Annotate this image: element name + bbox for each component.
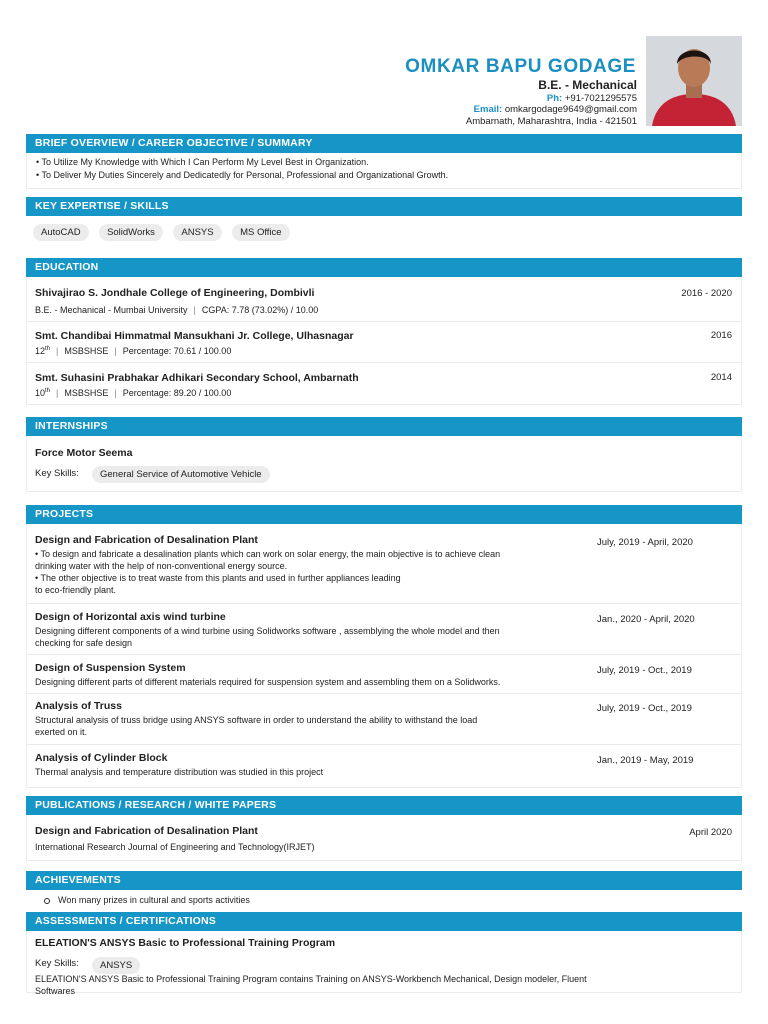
project-line: to eco-friendly plant.	[35, 585, 117, 595]
education-board: MSBSHSE	[64, 388, 109, 398]
person-portrait-icon	[646, 36, 742, 126]
section-heading-internships: INTERNSHIPS	[26, 417, 742, 436]
address: Ambarnath, Maharashtra, India - 421501	[465, 116, 637, 127]
project-line: • The other objective is to treat waste from this plants and used in further appliances leading	[35, 573, 401, 583]
skill-tag: ANSYS	[92, 957, 140, 974]
education-school: Shivajirao S. Jondhale College of Engineering, Dombivli	[35, 287, 315, 299]
project-title: Design of Horizontal axis wind turbine	[35, 611, 226, 623]
project-description	[35, 548, 500, 596]
divider	[27, 654, 741, 655]
education-detail: B.E. - Mechanical - Mumbai University | CGPA: 7.78 (73.02%) / 10.00	[35, 305, 319, 315]
section-heading-projects: PROJECTS	[26, 505, 742, 524]
project-title: Design and Fabrication of Desalination Plant	[35, 534, 258, 546]
project-line: • To design and fabricate a desalination plants which can work on solar energy, the main objective is to achieve clean	[35, 549, 501, 559]
project-line: Designing different components of a wind turbine using Solidworks software , assemblying the whole model and then	[35, 626, 500, 636]
bullet-icon	[44, 898, 50, 904]
education-score: CGPA: 7.78 (73.02%) / 10.00	[201, 305, 319, 315]
education-level-suffix: th	[45, 388, 51, 394]
skills-list	[33, 222, 296, 241]
education-date: 2016	[710, 330, 732, 341]
skill-tag: MS Office	[232, 224, 290, 241]
project-description	[35, 625, 500, 649]
overview-item: • To Utilize My Knowledge with Which I Can Perform My Level Best in Organization.	[36, 157, 369, 167]
education-board: MSBSHSE	[64, 346, 109, 356]
project-date: July, 2019 - Oct., 2019	[597, 665, 692, 676]
publication-date: April 2020	[689, 827, 732, 838]
education-school: Smt. Suhasini Prabhakar Adhikari Secondary School, Ambarnath	[35, 372, 359, 384]
skill-tag: AutoCAD	[33, 224, 89, 241]
project-description	[35, 714, 477, 738]
overview-item: • To Deliver My Duties Sincerely and Dedicatedly for Personal, Professional and Organizational Growth.	[36, 170, 449, 180]
education-score: Percentage: 70.61 / 100.00	[122, 346, 232, 356]
email-label: Email:	[473, 104, 503, 115]
internship-skills	[92, 464, 276, 483]
certification-line: Softwares	[35, 986, 76, 996]
project-line: checking for safe design	[35, 638, 133, 648]
education-level-suffix: th	[45, 346, 51, 352]
divider	[27, 744, 741, 745]
section-heading-certifications: ASSESSMENTS / CERTIFICATIONS	[26, 912, 742, 931]
section-heading-education: EDUCATION	[26, 258, 742, 277]
certification-skills	[92, 955, 146, 974]
publication-journal: International Research Journal of Engineering and Technology(IRJET)	[35, 842, 315, 852]
education-school: Smt. Chandibai Himmatmal Mansukhani Jr. College, Ulhasnagar	[35, 330, 354, 342]
certification-line: ELEATION'S ANSYS Basic to Professional Training Program contains Training on ANSYS-Workbench Mechanical, Design modeler, Fluent	[35, 974, 587, 984]
phone-number: +91-7021295575	[564, 93, 637, 104]
internship-company: Force Motor Seema	[35, 447, 133, 459]
education-date: 2016 - 2020	[681, 288, 732, 299]
section-heading-publications: PUBLICATIONS / RESEARCH / WHITE PAPERS	[26, 796, 742, 815]
project-description	[35, 676, 500, 688]
project-title: Analysis of Cylinder Block	[35, 752, 168, 764]
publications-card	[26, 815, 742, 861]
education-detail: 10th | MSBSHSE | Percentage: 89.20 / 100.00	[35, 388, 232, 398]
project-date: July, 2019 - Oct., 2019	[597, 703, 692, 714]
education-date: 2014	[710, 372, 732, 383]
education-level: 12	[35, 346, 46, 356]
education-program: B.E. - Mechanical - Mumbai University	[35, 305, 188, 315]
project-line: Structural analysis of truss bridge using ANSYS software in order to understand the ability to withstand the load	[35, 715, 478, 725]
project-title: Design of Suspension System	[35, 662, 186, 674]
project-line: Designing different parts of different materials required for suspension system and assembling them on a Solidworks.	[35, 677, 501, 687]
skill-tag: SolidWorks	[99, 224, 163, 241]
email-address[interactable]: omkargodage9649@gmail.com	[504, 104, 637, 115]
section-heading-overview: BRIEF OVERVIEW / CAREER OBJECTIVE / SUMMARY	[26, 134, 742, 153]
certification-skills-label: Key Skills:	[35, 958, 79, 969]
project-line: Thermal analysis and temperature distribution was studied in this project	[35, 767, 324, 777]
divider	[27, 321, 741, 322]
project-line: exerted on it.	[35, 727, 88, 737]
divider	[27, 362, 741, 363]
divider	[27, 693, 741, 694]
overview-card	[26, 153, 742, 189]
internship-skills-label: Key Skills:	[35, 468, 79, 479]
achievement-item	[44, 895, 250, 905]
achievement-text: Won many prizes in cultural and sports activities	[58, 895, 250, 905]
skill-tag: General Service of Automotive Vehicle	[92, 466, 270, 483]
divider	[27, 603, 741, 604]
email-line	[474, 104, 637, 115]
publication-title: Design and Fabrication of Desalination Plant	[35, 825, 258, 837]
degree: B.E. - Mechanical	[538, 78, 637, 92]
project-date: Jan., 2020 - April, 2020	[597, 614, 695, 625]
education-score: Percentage: 89.20 / 100.00	[122, 388, 232, 398]
education-detail: 12th | MSBSHSE | Percentage: 70.61 / 100.00	[35, 346, 232, 356]
skill-tag: ANSYS	[173, 224, 221, 241]
education-level: 10	[35, 388, 46, 398]
certification-title: ELEATION'S ANSYS Basic to Professional Training Program	[35, 937, 336, 949]
project-line: drinking water with the help of non-conventional energy source.	[35, 561, 288, 571]
profile-photo	[646, 36, 742, 126]
section-heading-skills: KEY EXPERTISE / SKILLS	[26, 197, 742, 216]
project-description	[35, 766, 323, 778]
section-heading-achievements: ACHIEVEMENTS	[26, 871, 742, 890]
project-date: Jan., 2019 - May, 2019	[597, 755, 694, 766]
phone-line	[547, 93, 637, 104]
project-title: Analysis of Truss	[35, 700, 122, 712]
certification-description	[35, 973, 587, 997]
phone-label: Ph:	[546, 93, 563, 104]
candidate-name: OMKAR BAPU GODAGE	[405, 56, 636, 77]
project-date: July, 2019 - April, 2020	[597, 537, 693, 548]
